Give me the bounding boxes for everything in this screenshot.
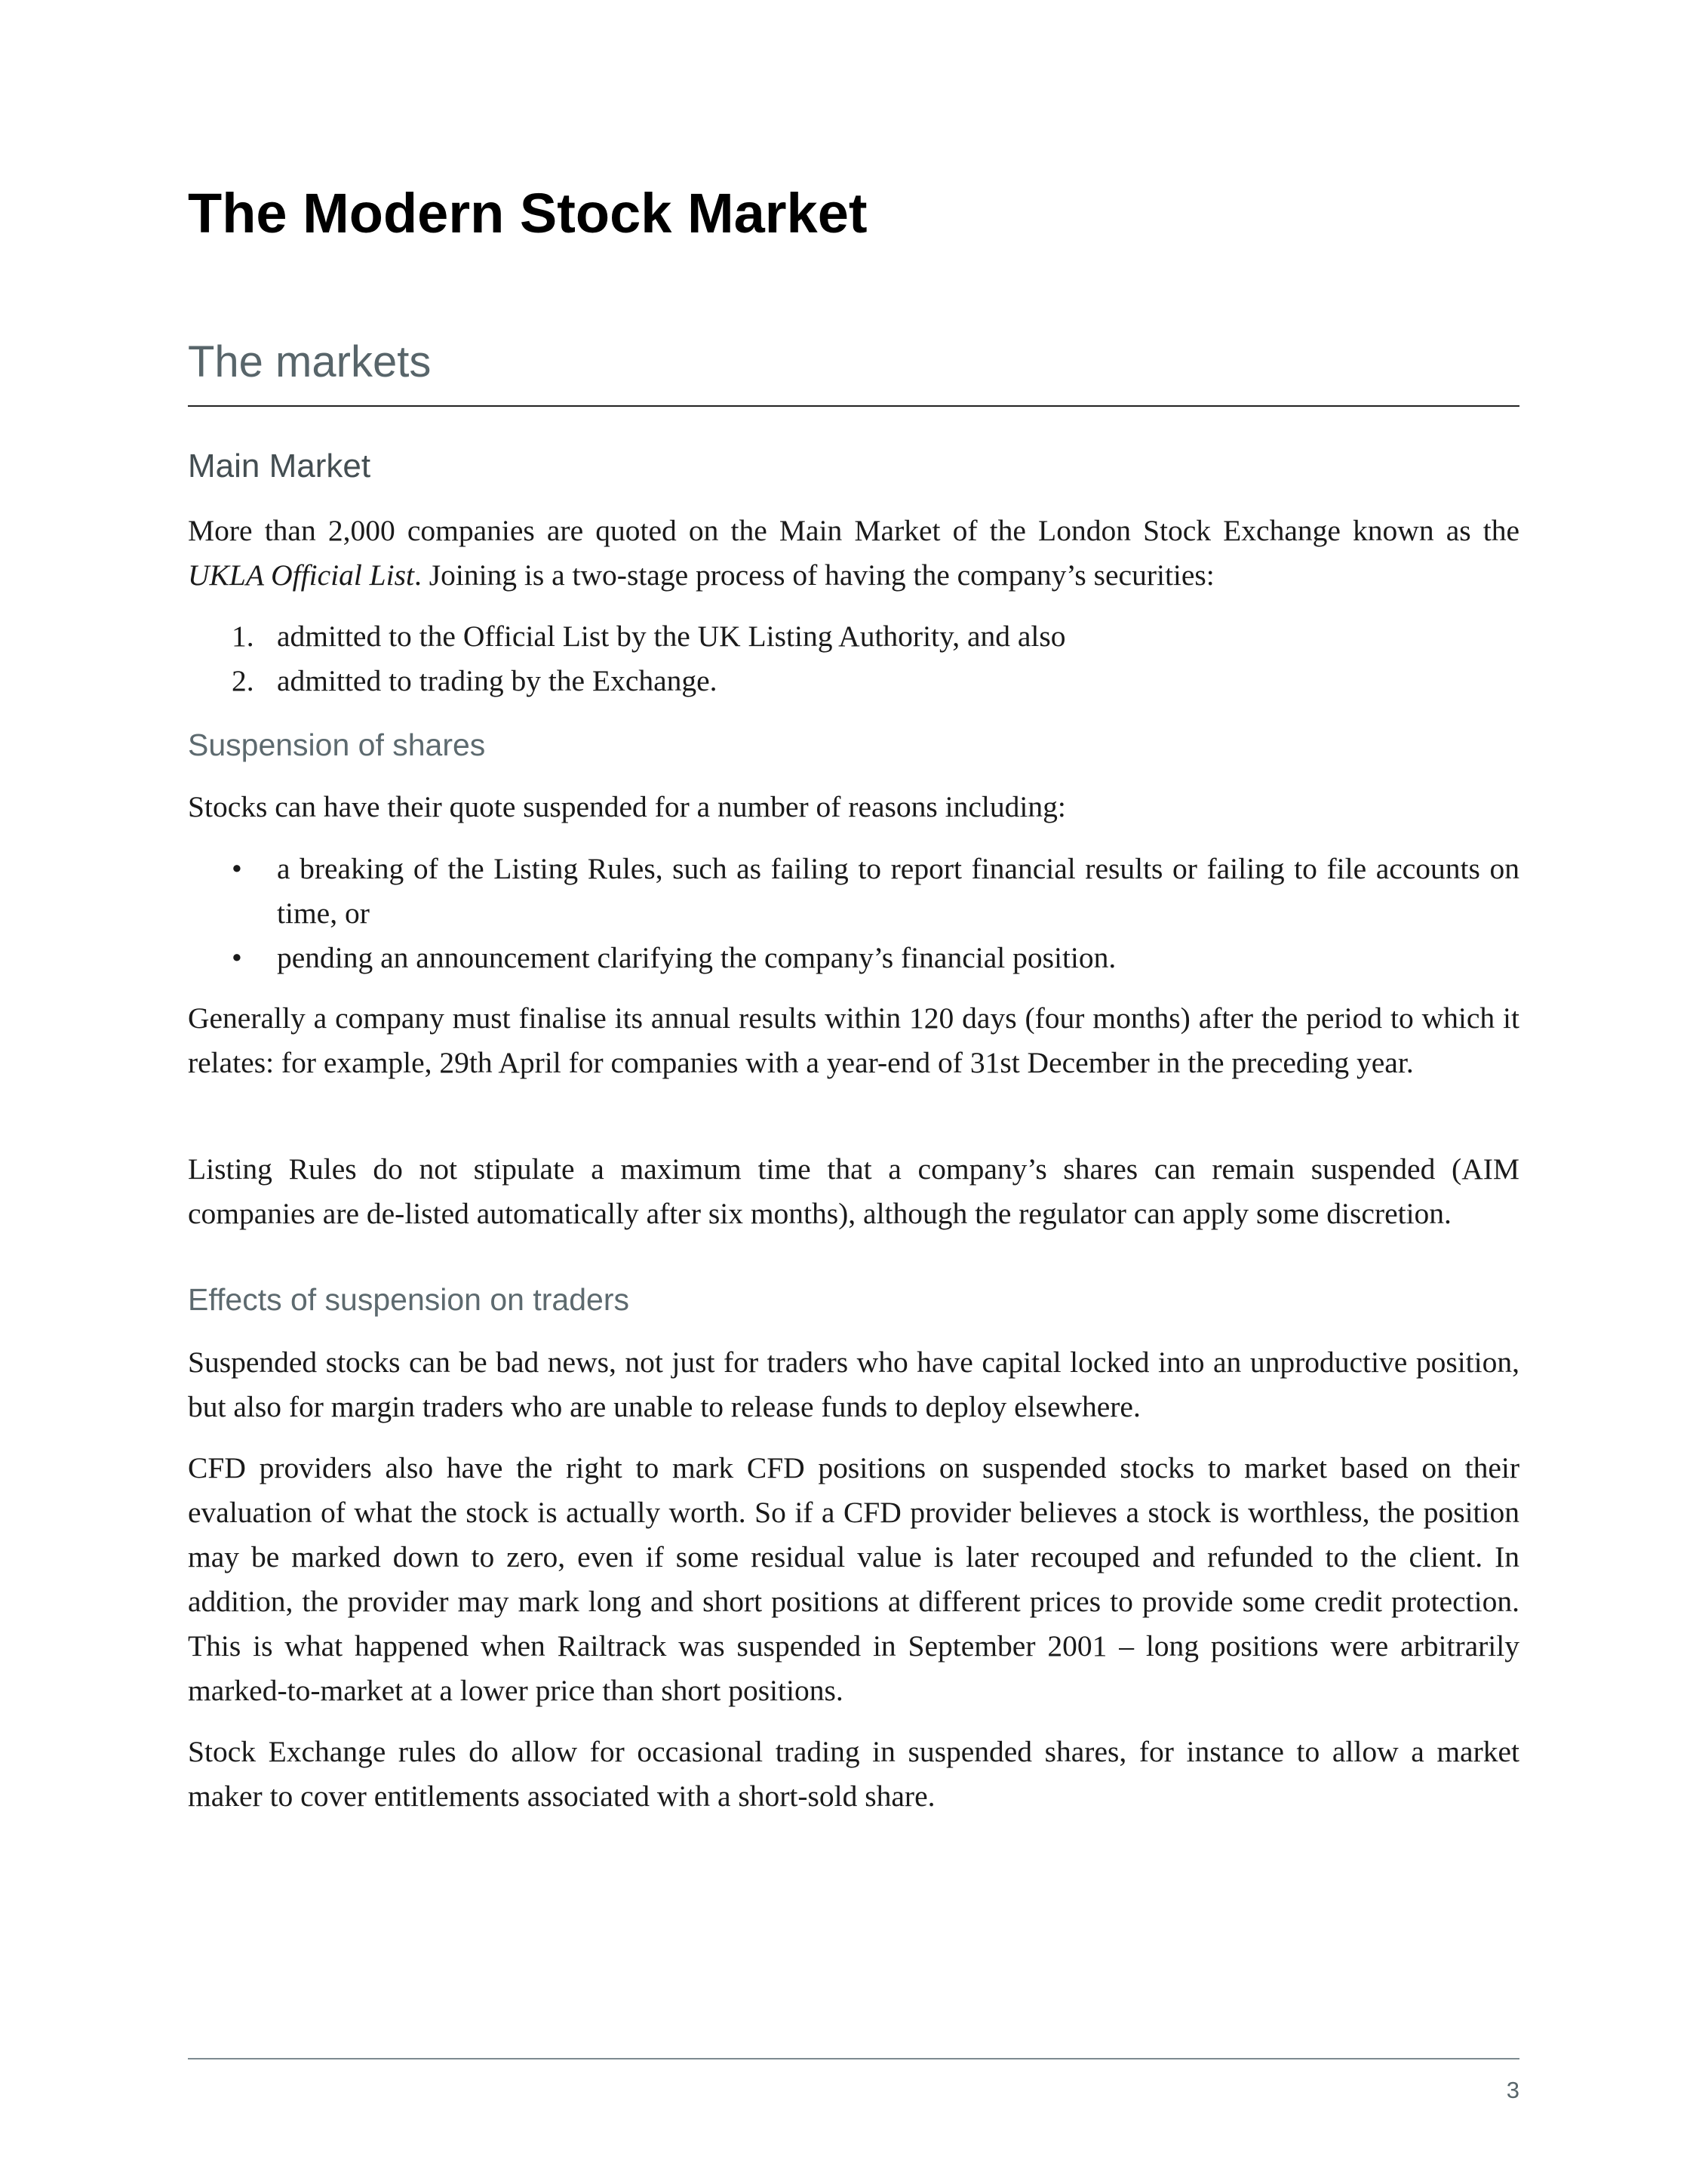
- intro-italic-official-list: UKLA Official List: [188, 558, 414, 592]
- intro-text-part1: More than 2,000 companies are quoted on the Main Market of the London Stock Exchange known as the: [188, 514, 1519, 547]
- bullet-marker: •: [232, 941, 242, 974]
- list-item-text: admitted to the Official List by the UK Listing Authority, and also: [277, 620, 1066, 653]
- page-content: [188, 181, 1519, 1813]
- heading-effects-of-suspension: Effects of suspension on traders: [188, 1282, 629, 1317]
- heading-suspension-of-shares: Suspension of shares: [188, 727, 486, 762]
- bullet-marker: •: [232, 852, 242, 885]
- effects-paragraph-3: Stock Exchange rules do allow for occasional trading in suspended shares, for instance to allow a market maker to cover entitlements associated with a short-sold share.: [188, 1735, 1519, 1813]
- list-number: 2.: [232, 664, 254, 697]
- list-item-text: admitted to trading by the Exchange.: [277, 664, 717, 697]
- list-item: [188, 614, 1519, 659]
- list-item-text: a breaking of the Listing Rules, such as failing to report financial results or failing to file accounts on time, or: [277, 852, 1519, 930]
- listing-rules-paragraph: Listing Rules do not stipulate a maximum time that a company’s shares can remain suspended (AIM companies are de-listed automatically after six months), although the regulator can apply some discretion.: [188, 1152, 1519, 1230]
- effects-paragraph-2: CFD providers also have the right to mark CFD positions on suspended stocks to market based on their evaluation of what the stock is actually worth. So if a CFD provider believes a stock is worthless, the position may be marked down to zero, even if some residual value is later recouped and refunded to the client. In addition, the provider may mark long and short positions at different prices to provide some credit protection. This is what happened when Railtrack was suspended in September 2001 – long positions were arbitrarily marked-to-market at a lower price than short positions.: [188, 1451, 1519, 1707]
- list-item: [188, 936, 1519, 980]
- intro-text-part2: . Joining is a two-stage process of having the company’s securities:: [413, 558, 1215, 592]
- page-number: 3: [1506, 2077, 1519, 2103]
- list-item: [188, 847, 1519, 936]
- listing-steps-list: [188, 614, 1519, 703]
- suspension-reasons-list: [188, 847, 1519, 980]
- heading-main-market: Main Market: [188, 448, 371, 484]
- effects-paragraph-1: Suspended stocks can be bad news, not just for traders who have capital locked into an unproductive position, but also for margin traders who are unable to release funds to deploy elsewhere.: [188, 1346, 1519, 1423]
- annual-results-paragraph: Generally a company must finalise its annual results within 120 days (four months) after the period to which it relates: for example, 29th April for companies with a year-end of 31st December in the preceding year.: [188, 1001, 1519, 1079]
- section-heading-the-markets: The markets: [188, 336, 1519, 407]
- suspension-intro-paragraph: Stocks can have their quote suspended for a number of reasons including:: [188, 790, 1066, 823]
- main-market-intro-paragraph: [188, 509, 1519, 598]
- list-number: 1.: [232, 620, 254, 653]
- page-title: The Modern Stock Market: [188, 182, 868, 245]
- list-item-text: pending an announcement clarifying the company’s financial position.: [277, 941, 1117, 974]
- footer-divider: [188, 2058, 1519, 2059]
- list-item: [188, 659, 1519, 703]
